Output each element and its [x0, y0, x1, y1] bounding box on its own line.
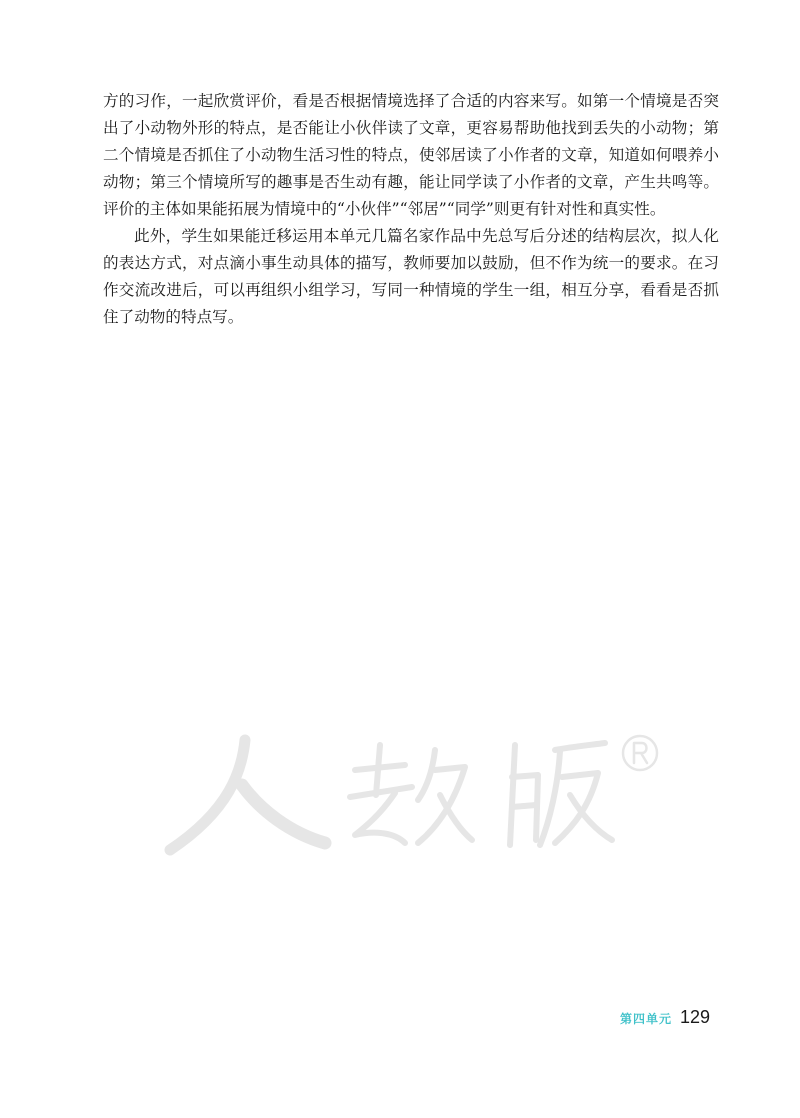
paragraph-1	[103, 88, 719, 223]
text-line: 方的习作，一起欣赏评价，看是否根据情境选择了合适的内容来写。如第一个情境是否突	[103, 92, 719, 110]
body-text	[103, 88, 719, 331]
text-line: 出了小动物外形的特点，是否能让小伙伴读了文章，更容易帮助他找到丢失的小动物；第	[103, 119, 719, 137]
text-line: 的表达方式，对点滴小事生动具体的描写，教师要加以鼓励，但不作为统一的要求。在习	[103, 254, 719, 272]
paragraph-2	[103, 223, 719, 331]
page-number: 129	[680, 1007, 711, 1027]
text-line: 二个情境是否抓住了小动物生活习性的特点，使邻居读了小作者的文章，知道如何喂养小	[103, 146, 719, 164]
text-line: 评价的主体如果能拓展为情境中的“小伙伴”“邻居”“同学”则更有针对性和真实性。	[103, 200, 666, 218]
unit-label: 第四单元	[620, 1012, 673, 1026]
text-line: 此外，学生如果能迁移运用本单元几篇名家作品中先总写后分述的结构层次，拟人化	[134, 227, 719, 245]
watermark-calligraphy-icon	[150, 715, 670, 875]
page-footer	[620, 1007, 710, 1031]
publisher-watermark-logo	[150, 715, 670, 875]
text-line: 作交流改进后，可以再组织小组学习，写同一种情境的学生一组，相互分享，看看是否抓	[103, 281, 719, 299]
text-line: 动物；第三个情境所写的趣事是否生动有趣，能让同学读了小作者的文章，产生共鸣等。	[103, 173, 719, 191]
text-line: 住了动物的特点写。	[103, 308, 244, 326]
